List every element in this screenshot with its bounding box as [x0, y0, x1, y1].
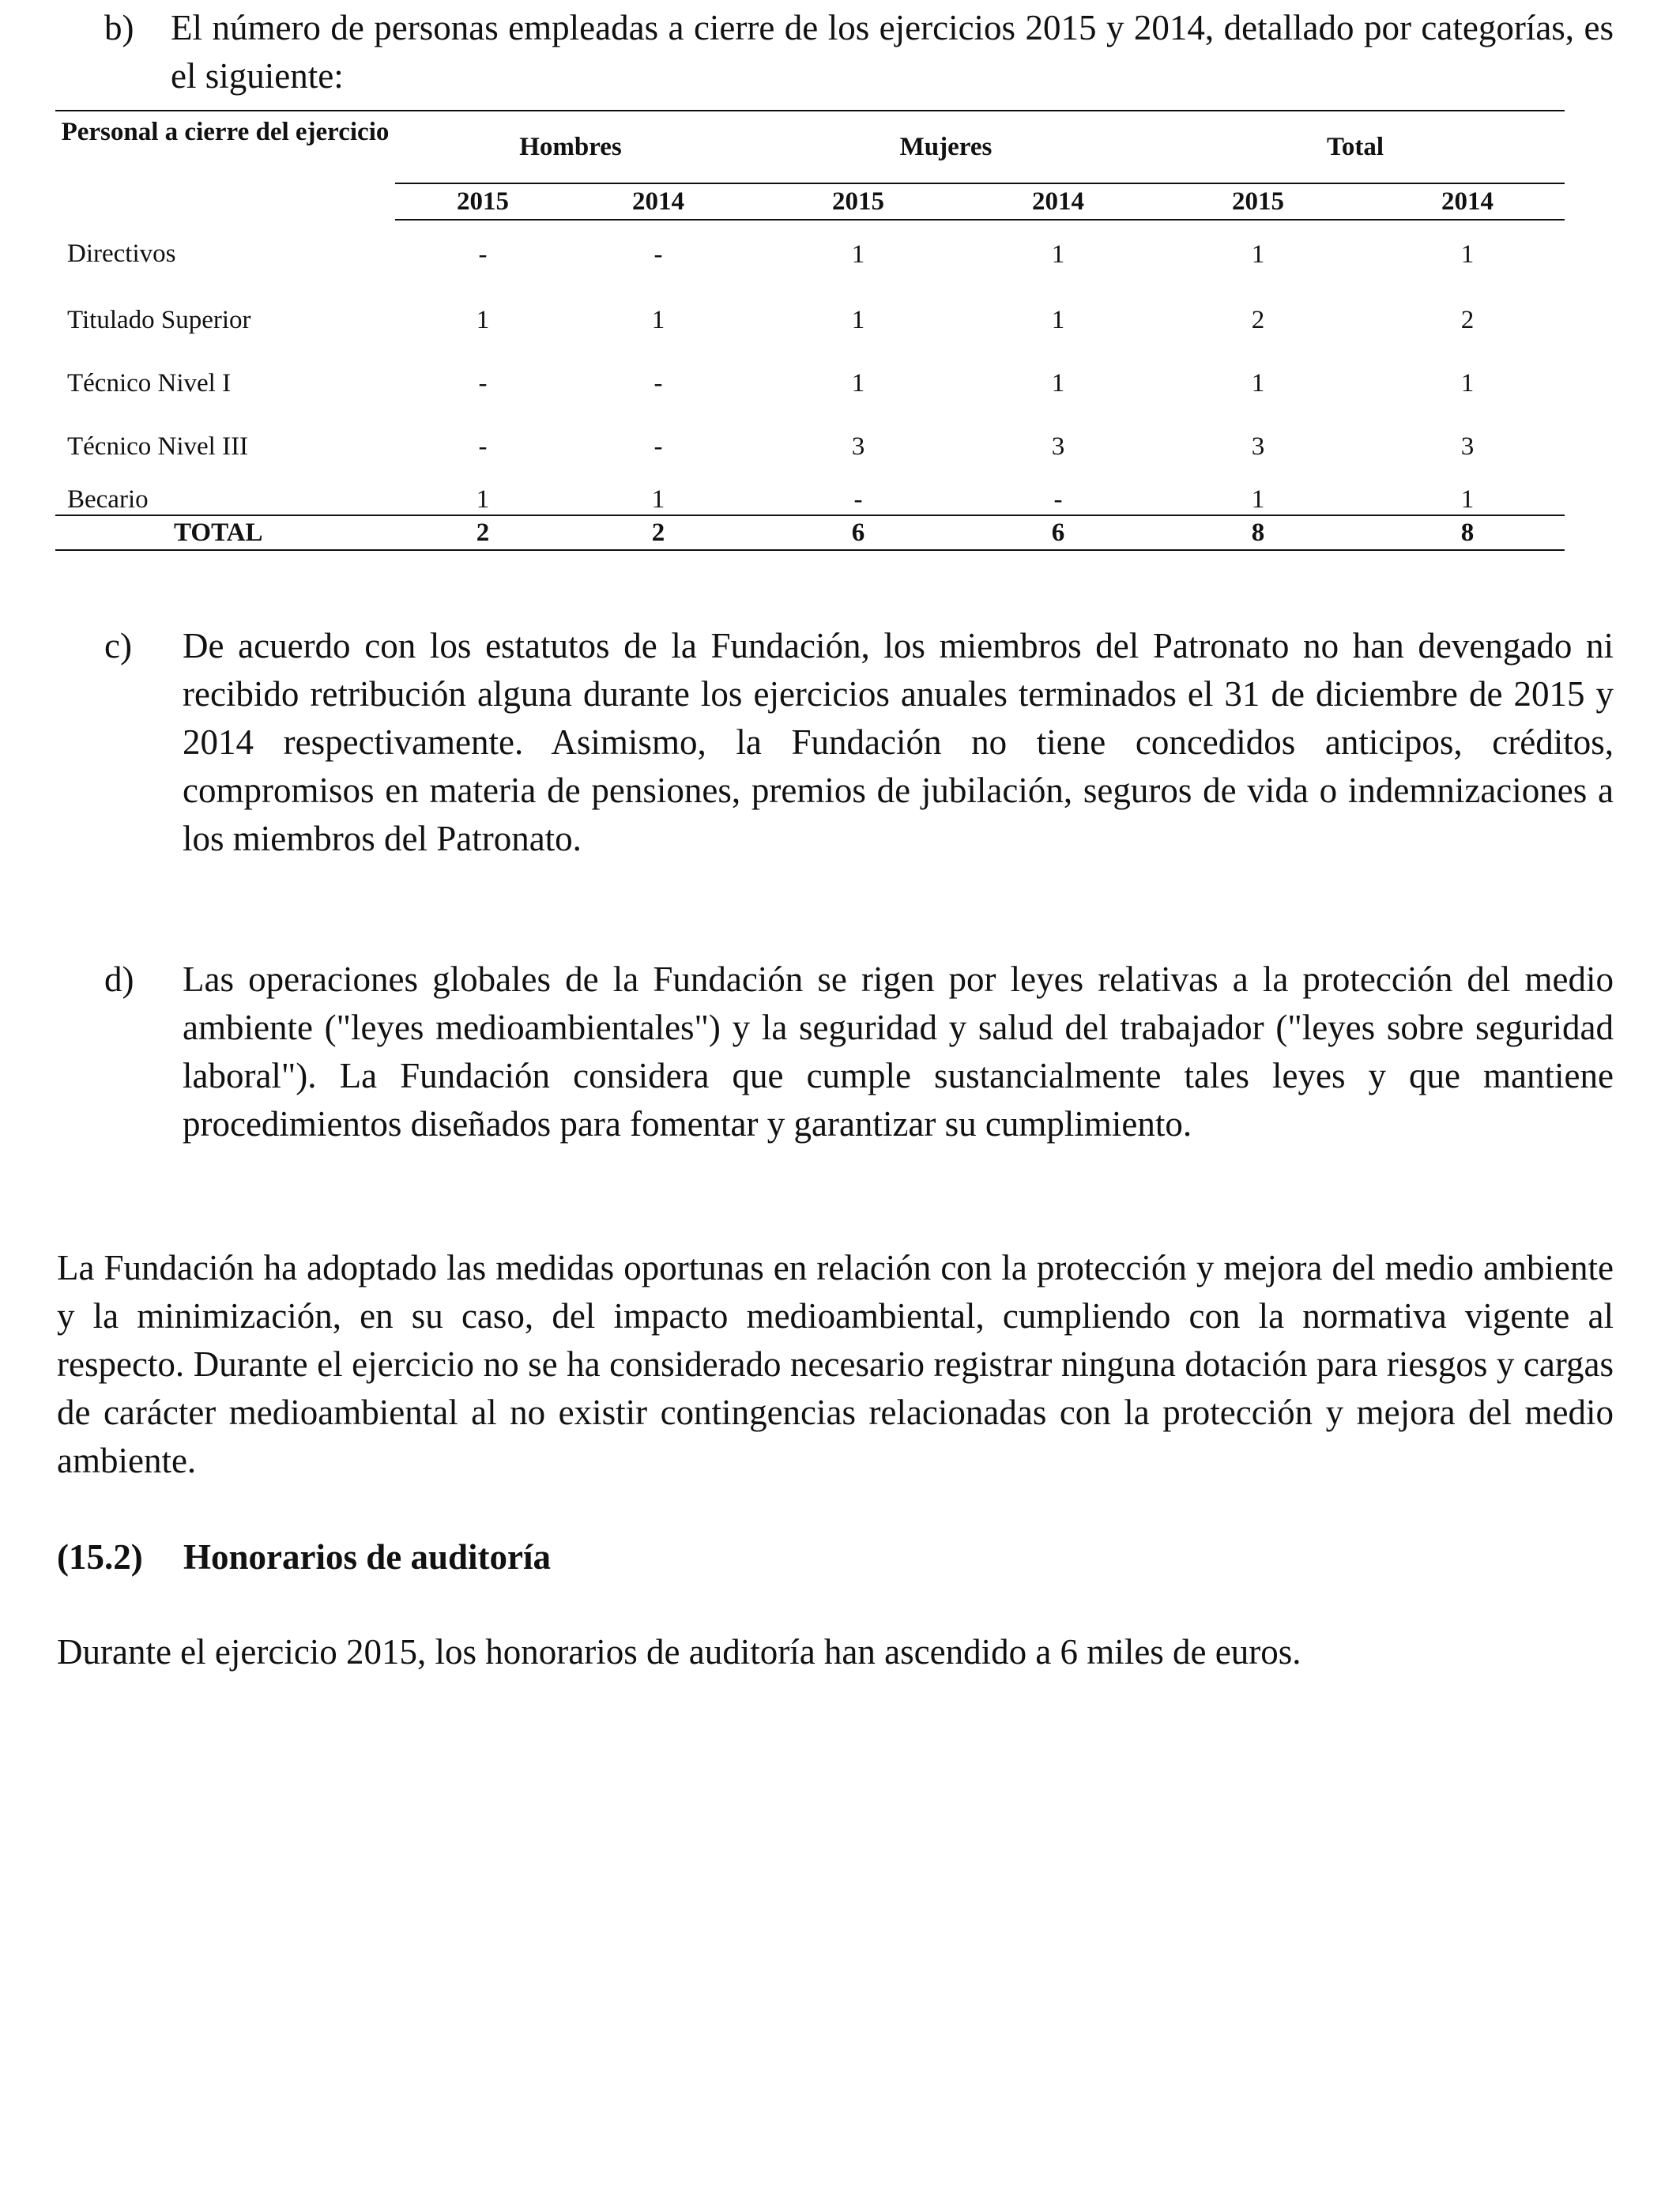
value-cell: 1 — [1051, 368, 1065, 398]
employees-table — [55, 110, 1565, 551]
value-cell: 1 — [1251, 368, 1265, 398]
employees-table-wrapper — [55, 110, 1565, 551]
total-cell: 2 — [395, 515, 571, 550]
category-cell: Técnico Nivel III — [67, 432, 249, 461]
value-cell: 2 — [1460, 305, 1475, 334]
value-cell: 3 — [1251, 432, 1265, 461]
row-header: Personal a cierre del ejercicio — [61, 118, 390, 146]
value-cell: 3 — [1051, 432, 1065, 461]
value-cell: 1 — [651, 485, 665, 514]
category-cell: Directivos — [67, 239, 176, 268]
value-cell: 1 — [1251, 485, 1265, 514]
year-header: 2015 — [1146, 183, 1370, 220]
total-label: TOTAL — [55, 515, 395, 550]
table-row — [55, 220, 1565, 288]
value-cell: - — [853, 485, 863, 514]
value-cell: - — [478, 432, 488, 461]
value-cell: 1 — [1251, 239, 1265, 269]
value-cell: - — [478, 239, 488, 269]
list-label-c: c) — [104, 626, 132, 665]
value-cell: 1 — [476, 305, 490, 334]
total-cell: 8 — [1146, 515, 1370, 550]
environment-paragraph: La Fundación ha adoptado las medidas oportunas en relación con la protección y mejora del medio ambiente y la minimización, en su caso, del impacto medioambiental, cumpliendo con la normativa vigente al respecto. Durante el ejercicio no se ha considerado necesario registrar ninguna dotación para riesgos y cargas de carácter medioambiental al no existir contingencias relacionadas con la protección y mejora del medio ambiente. — [57, 1248, 1614, 1480]
list-item-d — [104, 956, 1614, 1197]
table-total-row — [55, 515, 1565, 550]
list-item-b — [104, 4, 1614, 100]
table-row — [55, 352, 1565, 415]
table-row — [55, 288, 1565, 352]
list-text-d: Las operaciones globales de la Fundación se rigen por leyes relativas a la protección del medio ambiente ("leyes medioambientales") y la seguridad y salud del trabajador ("leyes sobre seguridad laboral"). La Fundación considera que cumple sustancialmente tales leyes y que mantiene procedimientos diseñados para fomentar y garantizar su cumplimiento. — [183, 959, 1614, 1144]
year-header: 2014 — [970, 183, 1146, 220]
value-cell: - — [654, 368, 663, 398]
value-cell: 1 — [851, 305, 865, 334]
table-row — [55, 415, 1565, 478]
table-row — [55, 478, 1565, 515]
value-cell: 1 — [1460, 485, 1475, 514]
value-cell: 1 — [851, 239, 865, 269]
year-header: 2015 — [395, 183, 571, 220]
total-cell: 6 — [746, 515, 970, 550]
group-header-mujeres: Mujeres — [746, 111, 1146, 183]
total-cell: 6 — [970, 515, 1146, 550]
category-cell: Becario — [67, 485, 149, 514]
section-title: Honorarios de auditoría — [183, 1537, 552, 1577]
audit-fees-paragraph: Durante el ejercicio 2015, los honorarios de auditoría han ascendido a 6 miles de euros. — [57, 1632, 1301, 1672]
value-cell: 1 — [476, 485, 490, 514]
value-cell: 3 — [1460, 432, 1475, 461]
value-cell: 1 — [1460, 368, 1475, 398]
group-header-hombres: Hombres — [395, 111, 746, 183]
list-item-c — [104, 622, 1614, 911]
value-cell: - — [478, 368, 488, 398]
total-cell: 2 — [571, 515, 746, 550]
category-cell: Titulado Superior — [67, 305, 251, 334]
total-cell: 8 — [1370, 515, 1565, 550]
value-cell: 1 — [651, 305, 665, 334]
section-number: (15.2) — [57, 1537, 143, 1577]
list-label-b: b) — [104, 8, 134, 47]
list-text-b: El número de personas empleadas a cierre de los ejercicios 2015 y 2014, detallado por categorías, es el siguiente: — [171, 8, 1614, 96]
year-header: 2015 — [746, 183, 970, 220]
value-cell: - — [654, 432, 663, 461]
value-cell: 2 — [1251, 305, 1265, 334]
value-cell: - — [1053, 485, 1063, 514]
value-cell: 1 — [1051, 239, 1065, 269]
list-text-c: De acuerdo con los estatutos de la Fundación, los miembros del Patronato no han devengado ni recibido retribución alguna durante los ejercicios anuales terminados el 31 de diciembre de 2015 y 2014 respectivamente. Asimismo, la Fundación no tiene concedidos anticipos, créditos, compromisos en materia de pensiones, premios de jubilación, seguros de vida o indemnizaciones a los miembros del Patronato. — [183, 626, 1614, 858]
value-cell: 1 — [1051, 305, 1065, 334]
value-cell: - — [654, 239, 663, 269]
category-cell: Técnico Nivel I — [67, 368, 232, 398]
year-header: 2014 — [1370, 183, 1565, 220]
value-cell: 1 — [1460, 239, 1475, 269]
group-header-total: Total — [1146, 111, 1565, 183]
value-cell: 1 — [851, 368, 865, 398]
year-header: 2014 — [571, 183, 746, 220]
value-cell: 3 — [851, 432, 865, 461]
list-label-d: d) — [104, 959, 134, 999]
